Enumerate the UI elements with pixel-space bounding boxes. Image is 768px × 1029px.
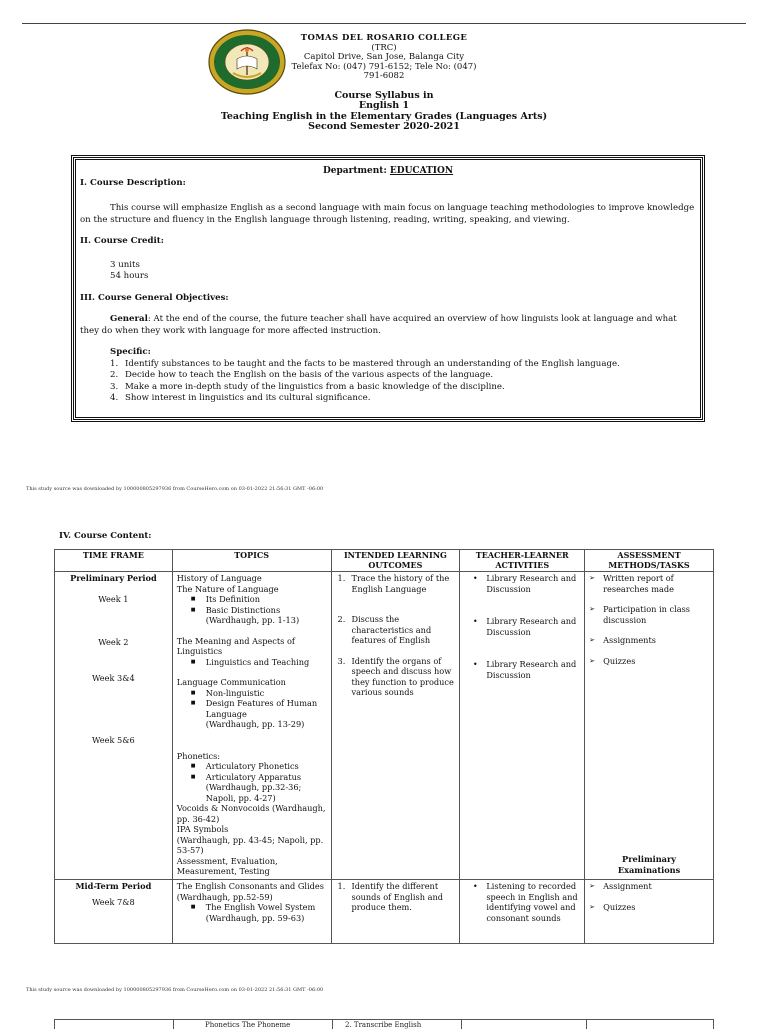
topic-text: Assessment, Evaluation, Measurement, Testing xyxy=(176,855,278,876)
syllabus-title xyxy=(200,91,568,133)
week-label: Week 5&6 xyxy=(92,735,135,745)
objective-text: Identify substances to be taught and the facts to be mastered through an understanding of the English language. xyxy=(125,358,620,369)
course-credit-heading: II. Course Credit: xyxy=(80,236,164,246)
syllabus-line-4: Second Semester 2020-2021 xyxy=(308,121,460,133)
prelim-activities-cell xyxy=(460,572,585,880)
topic-bullet-text: Linguistics and Teaching xyxy=(205,656,310,667)
week-label: Week 7&8 xyxy=(92,896,135,907)
college-address: Capitol Drive, San Jose, Balanga City xyxy=(303,52,465,63)
college-phones: Telefax No: (047) 791-6152; Tele No: (047) 791-6082 xyxy=(291,61,477,82)
assessment-text: Quizzes xyxy=(603,655,636,666)
college-abbr: (TRC) xyxy=(371,42,397,53)
college-logo-seal xyxy=(207,29,287,95)
assessment-item: ➢ Quizzes xyxy=(589,655,636,666)
midterm-assessment-cell xyxy=(585,880,714,944)
objective-text: Show interest in linguistics and its cultural significance. xyxy=(125,393,371,403)
objective-number: 3. xyxy=(110,381,119,392)
prelim-topics-cell xyxy=(172,572,331,880)
midterm-outcomes-cell xyxy=(331,880,460,944)
next-page-table-edge xyxy=(54,1019,714,1029)
topic-bullet-text: Articulatory Phonetics xyxy=(205,761,299,771)
course-content-heading: IV. Course Content: xyxy=(59,531,152,541)
topic-bullet: ■ Non-linguistic xyxy=(190,687,265,698)
column-divider xyxy=(332,1020,333,1029)
assessment-text: Quizzes xyxy=(603,901,636,912)
prelim-period: Preliminary Period xyxy=(70,573,157,583)
table-header-row xyxy=(55,550,714,572)
topic-bullet: ■ Its Definition xyxy=(190,594,260,604)
midterm-time-cell xyxy=(55,880,173,944)
midterm-period: Mid-Term Period xyxy=(75,881,152,891)
prelim-assessment-cell xyxy=(585,572,714,880)
topic-bullet-text: Non-linguistic xyxy=(205,687,265,698)
topic-bullet: ■ The English Vowel System xyxy=(190,902,316,912)
topic-bullet-text: Articulatory Apparatus xyxy=(205,771,302,782)
activity-item: • Library Research and Discussion xyxy=(464,616,580,637)
column-divider xyxy=(586,1020,587,1029)
assessment-item: ➢ Assignment xyxy=(589,881,652,891)
col-header-topics: TOPICS xyxy=(172,550,331,572)
assessment-text: Assignments xyxy=(603,635,656,645)
topic-reference: (Wardhaugh, pp. 1-13) xyxy=(205,615,300,625)
college-header xyxy=(286,34,482,82)
assessment-item: ➢ Assignments xyxy=(589,635,656,645)
department-box xyxy=(71,155,705,422)
specific-objective xyxy=(110,382,696,394)
activity-text: Listening to recorded speech in English and identifying vowel and consonant sounds xyxy=(486,881,578,923)
topic-bullet-text: Design Features of Human Language xyxy=(205,698,318,719)
topic-text: IPA Symbols xyxy=(176,824,229,834)
col-header-outcomes: INTENDED LEARNING OUTCOMES xyxy=(331,550,460,572)
prelim-time-cell xyxy=(55,572,173,880)
course-description-text: This course will emphasize English as a second language with main focus on language teaching methodologies to improve knowledge on the structure and fluency in the English language through listening, reading, writing, speaking, and viewing. xyxy=(80,203,695,225)
specific-objective xyxy=(110,359,696,371)
specific-objective xyxy=(110,393,696,405)
col-header-activities: TEACHER-LEARNER ACTIVITIES xyxy=(460,550,585,572)
topic-text: The Nature of Language xyxy=(176,583,279,594)
download-note: This study source was downloaded by 100000805297936 from CourseHero.com on 03-01-2022 21:56:31 GMT -06:00 xyxy=(26,486,324,492)
assessment-text: Written report of researches made xyxy=(603,573,674,594)
syllabus-line-3: Teaching English in the Elementary Grades (Languages Arts) xyxy=(220,110,548,122)
course-description-heading: I. Course Description: xyxy=(80,177,186,188)
topic-reference: (Wardhaugh, pp. 43-45; Napoli, pp. 53-57) xyxy=(176,834,324,855)
objectives-heading: III. Course General Objectives: xyxy=(80,292,229,303)
outcome-item xyxy=(336,656,456,698)
objective-text: Decide how to teach the English on the basis of the various aspects of the language. xyxy=(125,370,494,380)
column-divider xyxy=(173,1020,174,1029)
activity-text: Library Research and Discussion xyxy=(486,573,577,594)
department-value: EDUCATION xyxy=(389,166,454,176)
topic-reference: (Wardhaugh, pp. 13-29) xyxy=(205,719,305,729)
objective-number: 4. xyxy=(110,393,119,403)
general-text: : At the end of the course, the future teacher shall have acquired an overview of how linguists look at language and what they do when they work with language for more affected instruction. xyxy=(80,314,677,336)
next-page-outcome: 2. Transcribe English xyxy=(345,1021,422,1029)
download-note: This study source was downloaded by 100000805297936 from CourseHero.com on 03-01-2022 21:56:31 GMT -06:00 xyxy=(26,987,324,993)
week-label: Week 2 xyxy=(98,637,129,647)
specific-objectives-list xyxy=(80,359,696,405)
general-objective xyxy=(80,314,696,337)
topic-text: Phonetics: xyxy=(176,750,221,761)
outcome-text: Discuss the characteristics and features of English xyxy=(351,614,432,645)
prelim-exam: Preliminary Examinations xyxy=(617,854,681,875)
objective-number: 1. xyxy=(110,358,119,369)
college-name: TOMAS DEL ROSARIO COLLEGE xyxy=(300,33,468,43)
topic-text: The Meaning and Aspects of Linguistics xyxy=(176,635,295,656)
top-divider xyxy=(22,23,746,24)
outcome-item xyxy=(336,614,456,646)
topic-text: History of Language xyxy=(176,573,262,583)
topic-text: Vocoids & Nonvocoids (Wardhaugh, pp. 36-42) xyxy=(176,803,326,824)
assessment-item: ➢ Participation in class discussion xyxy=(589,604,709,625)
topic-bullet: ■ Basic Distinctions xyxy=(190,604,281,615)
outcome-text: Trace the history of the English Language xyxy=(351,573,450,594)
week-label: Week 3&4 xyxy=(92,672,135,683)
objective-text: Make a more in-depth study of the linguistics from a basic knowledge of the discipline. xyxy=(125,381,505,392)
topic-bullet: ■ Articulatory Apparatus xyxy=(190,771,302,782)
specific-label: Specific: xyxy=(110,347,151,357)
topic-text: The English Consonants and Glides xyxy=(176,881,324,891)
topic-reference: (Wardhaugh, pp. 59-63) xyxy=(205,912,305,923)
topic-reference: (Wardhaugh, pp.32-36; Napoli, pp. 4-27) xyxy=(205,782,302,803)
objective-number: 2. xyxy=(110,370,119,380)
next-page-topic: Phonetics The Phoneme xyxy=(205,1021,291,1029)
topic-bullet-text: Its Definition xyxy=(205,594,260,604)
syllabus-line-2: English 1 xyxy=(358,100,410,112)
table-row-prelim xyxy=(55,572,714,880)
activity-item: • Library Research and Discussion xyxy=(464,659,580,680)
activity-item: • Listening to recorded speech in English and identifying vowel and consonant sounds xyxy=(464,881,580,923)
topic-bullet: ■ Design Features of Human Language xyxy=(177,698,327,719)
outcome-number: 2. xyxy=(337,614,346,624)
activity-text: Library Research and Discussion xyxy=(486,659,577,680)
topic-bullet-text: The English Vowel System xyxy=(205,902,316,912)
outcome-item xyxy=(336,881,456,913)
department-heading xyxy=(80,166,696,178)
assessment-item: ➢ Written report of researches made xyxy=(589,573,709,594)
table-row-midterm xyxy=(55,880,714,944)
topic-bullet: ■ Linguistics and Teaching xyxy=(190,656,310,667)
col-header-time: TIME FRAME xyxy=(55,550,173,572)
specific-objective xyxy=(110,370,696,382)
assessment-text: Participation in class discussion xyxy=(603,604,690,625)
assessment-item: ➢ Quizzes xyxy=(589,901,636,912)
topic-bullet: ■ Articulatory Phonetics xyxy=(190,761,299,771)
general-label: General xyxy=(110,314,148,324)
outcome-item xyxy=(336,573,456,594)
activity-text: Library Research and Discussion xyxy=(486,616,577,637)
col-header-assessment: ASSESSMENT METHODS/TASKS xyxy=(585,550,714,572)
assessment-text: Assignment xyxy=(603,881,652,891)
syllabus-line-1: Course Syllabus in xyxy=(334,90,434,101)
topic-reference: (Wardhaugh, pp.52-59) xyxy=(176,891,273,902)
credit-hours: 54 hours xyxy=(110,271,149,281)
activity-item: • Library Research and Discussion xyxy=(464,573,580,594)
prelim-outcomes-cell xyxy=(331,572,460,880)
outcome-text: Identify the organs of speech and discuss how they function to produce various sounds xyxy=(351,655,454,697)
topic-text: Language Communication xyxy=(176,677,286,687)
outcome-number: 1. xyxy=(337,573,346,583)
course-content-table xyxy=(54,549,714,944)
column-divider xyxy=(461,1020,462,1029)
midterm-activities-cell xyxy=(460,880,585,944)
department-label: Department: xyxy=(322,166,387,176)
outcome-number: 3. xyxy=(337,655,346,666)
week-label: Week 1 xyxy=(98,593,129,604)
outcome-number: 1. xyxy=(337,881,346,891)
outcome-text: Identify the different sounds of English and produce them. xyxy=(351,881,443,912)
topic-bullet-text: Basic Distinctions xyxy=(205,604,281,615)
credit-units: 3 units xyxy=(110,259,140,270)
midterm-topics-cell xyxy=(172,880,331,944)
